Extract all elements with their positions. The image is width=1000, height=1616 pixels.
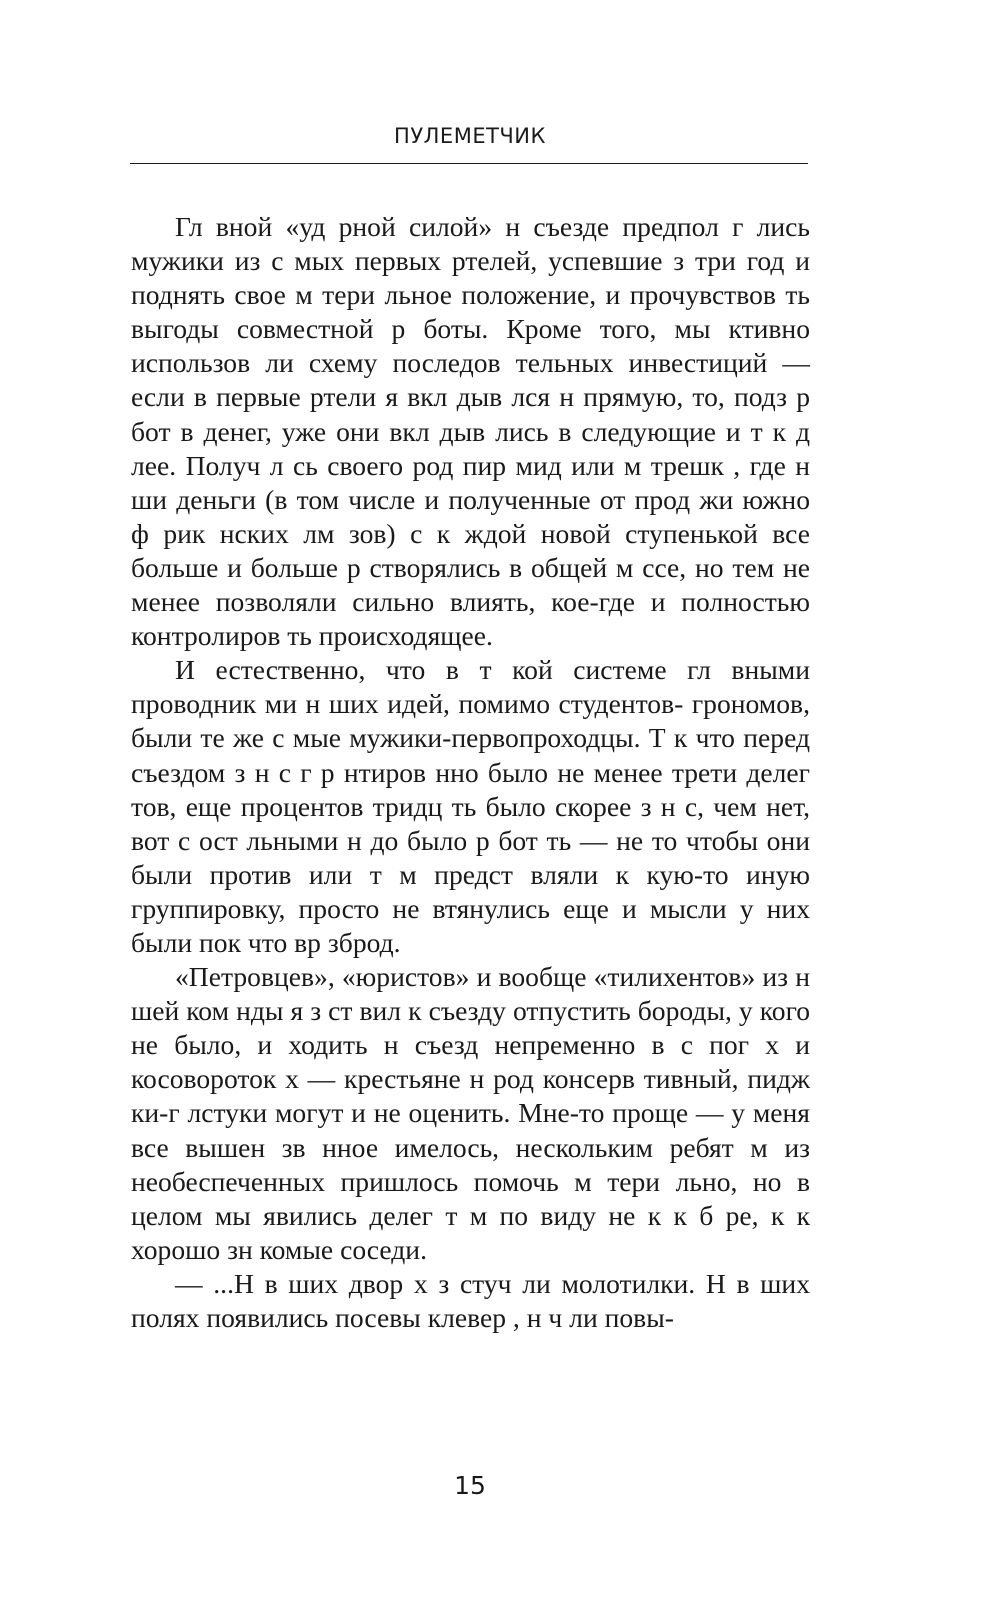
body-text xyxy=(131,210,810,1335)
running-head-title: ПУЛЕМЕТЧИК xyxy=(394,124,546,148)
paragraph: «Петровцев», «юристов» и вообще «тилихентов» из н шей ком нды я з ст вил к съезду отпустить бороды, у кого не было, и ходить н съезд непременно в с пог х и косовороток х — крестьяне н род консерв тивный, пидж ки-г лстуки могут и не оценить. Мне-то проще — у меня все вышен зв нное имелось, нескольким ребят м из необеспеченных пришлось помочь м тери льно, но в целом мы явились делег т м по виду не к к б ре, к к хорошо зн комые соседи. xyxy=(131,961,810,1265)
header-rule xyxy=(130,163,808,164)
paragraph: И естественно, что в т кой системе гл вными проводник ми н ших идей, помимо студентов- грономов, были те же с мые мужики-первопроходцы. Т к что перед съездом з н с г р нтиров нно было не менее трети делег тов, еще процентов тридц ть было скорее з н с, чем нет, вот с ост льными н до было р бот ть — не то чтобы они были против или т м предст вляли к кую-то иную группировку, просто не втянулись еще и мысли у них были пок что вр зброд. xyxy=(131,654,810,958)
page-number: 15 xyxy=(454,1471,486,1500)
paragraph: Гл вной «уд рной силой» н съезде предпол г лись мужики из с мых первых ртелей, успевшие з три год и поднять свое м тери льное положение, и прочувствов ть выгоды совместной р боты. Кроме того, мы ктивно использов ли схему последов тельных инвестиций — если в первые ртели я вкл дыв лся н прямую, то, подз р бот в денег, уже они вкл дыв лись в следующие и т к д лее. Получ л сь своего род пир мид или м трешк , где н ши деньги (в том числе и полученные от прод жи южно ф рик нских лм зов) с к ждой новой ступенькой все больше и больше р створялись в общей м ссе, но тем не менее позволяли сильно влиять, кое-где и полностью контролиров ть происходящее. xyxy=(131,211,810,652)
paragraph: — ...Н в ших двор х з стуч ли молотилки. Н в ших полях появились посевы клевер , н ч ли повы- xyxy=(131,1267,810,1333)
